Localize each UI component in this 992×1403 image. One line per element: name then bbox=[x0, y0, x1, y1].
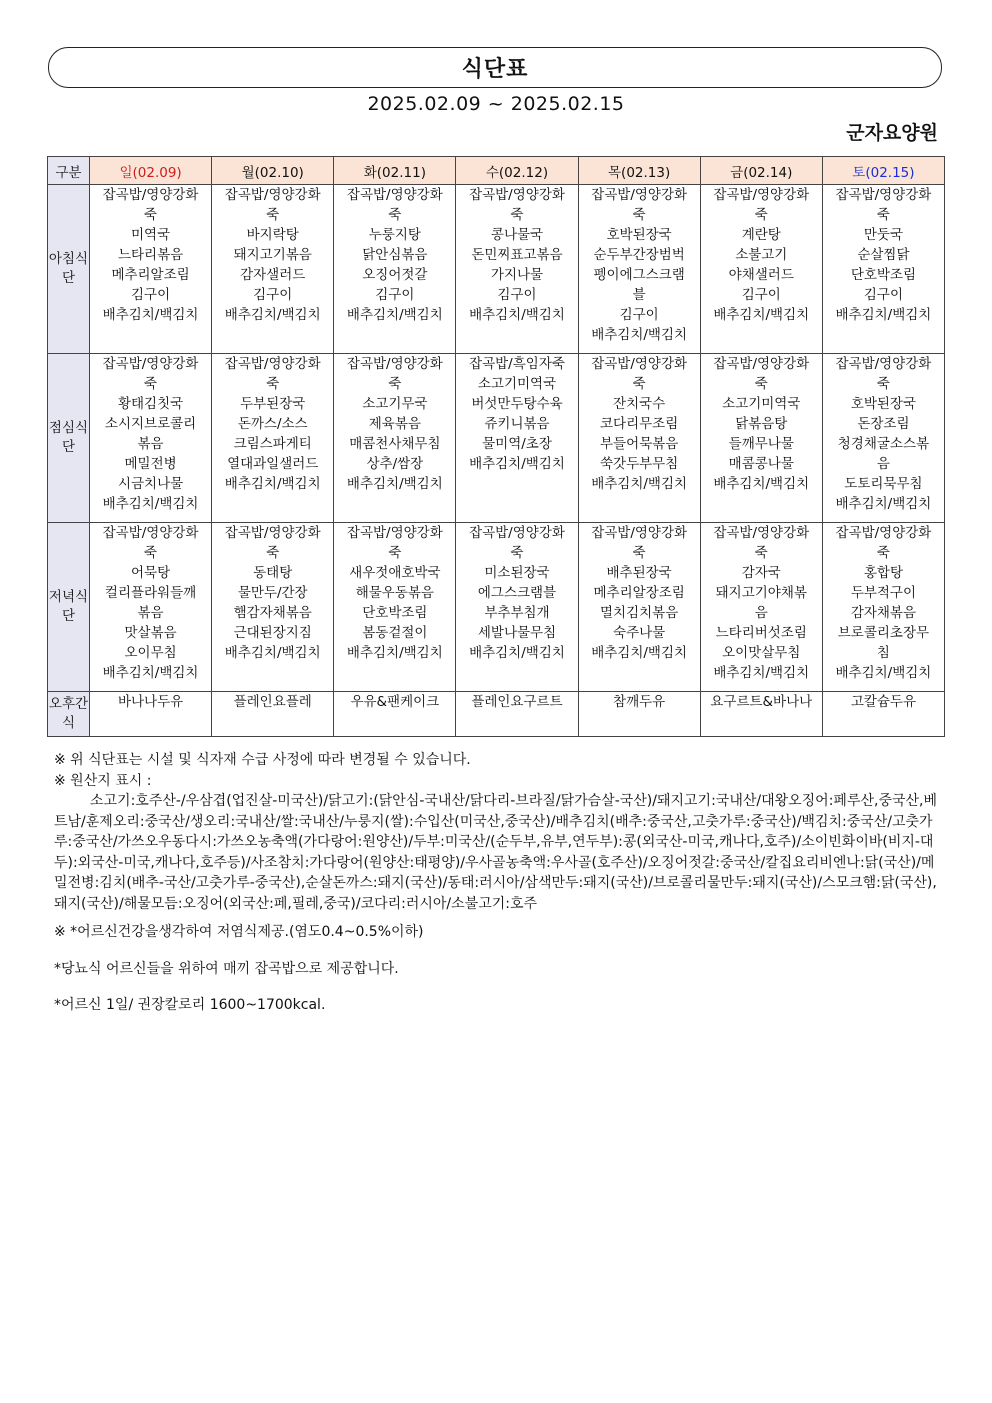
low-salt-note: ※ *어르신건강을생각하여 저염식제공.(염도0.4~0.5%이하) bbox=[54, 924, 424, 940]
menu-item: 동태탕 bbox=[253, 565, 293, 581]
menu-item: 죽 bbox=[876, 376, 890, 392]
menu-item: 블 bbox=[632, 287, 646, 303]
menu-item: 배추김치/백김치 bbox=[713, 476, 810, 492]
day-header-thu: 목(02.13) bbox=[578, 157, 700, 185]
menu-item: 누룽지탕 bbox=[368, 227, 421, 243]
menu-item: 소고기미역국 bbox=[722, 396, 801, 412]
menu-item: 배추김치/백김치 bbox=[102, 496, 199, 512]
menu-item: 코다리무조림 bbox=[600, 416, 679, 432]
menu-item: 잡곡밥/영양강화 bbox=[469, 187, 565, 203]
meal-row-dinner bbox=[48, 523, 945, 692]
menu-item: 호박된장국 bbox=[606, 227, 672, 243]
menu-cell-snack-sat bbox=[822, 692, 944, 737]
menu-item: 배추된장국 bbox=[606, 565, 672, 581]
menu-item: 돈장조림 bbox=[857, 416, 910, 432]
menu-item: 컬리플라워들깨 bbox=[104, 585, 197, 601]
menu-cell-dinner-fri bbox=[700, 523, 822, 692]
menu-item: 돼지고기야채볶 bbox=[715, 585, 807, 601]
menu-item: 야채샐러드 bbox=[728, 267, 794, 283]
menu-item: 제육볶음 bbox=[368, 416, 421, 432]
menu-item: 잡곡밥/영양강화 bbox=[713, 525, 810, 541]
menu-item: 돼지고기볶음 bbox=[233, 247, 312, 263]
menu-item: 홍합탕 bbox=[863, 565, 903, 581]
menu-item: 감자국 bbox=[741, 565, 781, 581]
menu-item: 물미역/초장 bbox=[482, 436, 552, 452]
menu-item: 메밀전병 bbox=[124, 456, 177, 472]
menu-cell-snack-tue bbox=[334, 692, 456, 737]
meal-label-snack bbox=[48, 692, 90, 737]
meal-label-lunch bbox=[48, 354, 90, 523]
menu-item: 죽 bbox=[388, 376, 402, 392]
menu-cell-lunch-wed bbox=[456, 354, 578, 523]
menu-item: 계란탕 bbox=[741, 227, 781, 243]
menu-item: 두부된장국 bbox=[240, 396, 306, 412]
menu-cell-breakfast-mon bbox=[212, 185, 334, 354]
menu-item: 느타리볶음 bbox=[117, 247, 184, 263]
meal-label-line: 식단 bbox=[61, 589, 89, 624]
menu-item: 잡곡밥/영양강화 bbox=[591, 187, 688, 203]
meal-label-line: 오후 bbox=[48, 696, 76, 712]
menu-cell-lunch-fri bbox=[700, 354, 822, 523]
menu-item: 우유&팬케이크 bbox=[350, 694, 440, 710]
menu-item: 브로콜리초장무 bbox=[837, 625, 930, 641]
menu-item: 잡곡밥/영양강화 bbox=[102, 187, 199, 203]
menu-item: 김구이 bbox=[497, 287, 537, 303]
menu-item: 김구이 bbox=[253, 287, 293, 303]
menu-cell-dinner-sat bbox=[822, 523, 944, 692]
menu-item: 호박된장국 bbox=[850, 396, 917, 412]
menu-item: 닭볶음탕 bbox=[735, 416, 788, 432]
menu-item: 잡곡밥/영양강화 bbox=[346, 356, 443, 372]
menu-cell-lunch-tue bbox=[334, 354, 456, 523]
menu-item: 부추부침개 bbox=[484, 605, 550, 621]
menu-item: 김구이 bbox=[375, 287, 415, 303]
menu-cell-snack-fri bbox=[700, 692, 822, 737]
menu-title: 식단표 bbox=[48, 47, 942, 88]
meal-label-dinner bbox=[48, 523, 90, 692]
meal-label-breakfast bbox=[48, 185, 90, 354]
menu-item: 배추김치/백김치 bbox=[346, 307, 443, 323]
menu-item: 상추/쌈장 bbox=[366, 456, 424, 472]
menu-item: 메추리알장조림 bbox=[593, 585, 685, 601]
menu-item: 잡곡밥/흑임자죽 bbox=[469, 356, 565, 372]
menu-item: 황태김칫국 bbox=[117, 396, 184, 412]
menu-cell-dinner-sun bbox=[90, 523, 212, 692]
menu-item: 잡곡밥/영양강화 bbox=[591, 356, 688, 372]
menu-item: 볶음 bbox=[137, 605, 164, 621]
day-header-wed: 수(02.12) bbox=[456, 157, 578, 185]
meal-label-line: 식단 bbox=[61, 251, 89, 286]
menu-item: 해물우동볶음 bbox=[355, 585, 434, 601]
menu-item: 돈민찌표고볶음 bbox=[471, 247, 563, 263]
menu-item: 소불고기 bbox=[735, 247, 788, 263]
menu-item: 펭이에그스크램 bbox=[593, 267, 685, 283]
menu-item: 죽 bbox=[388, 207, 402, 223]
meal-row-lunch bbox=[48, 354, 945, 523]
menu-item: 음 bbox=[876, 456, 890, 472]
menu-item: 오이무침 bbox=[124, 645, 177, 661]
menu-cell-breakfast-sat bbox=[822, 185, 944, 354]
menu-item: 새우젓애호박국 bbox=[349, 565, 441, 581]
menu-item: 배추김치/백김치 bbox=[591, 476, 688, 492]
menu-item: 멸치김치볶음 bbox=[600, 605, 679, 621]
day-header-sat: 토(02.15) bbox=[822, 157, 944, 185]
menu-cell-dinner-thu bbox=[578, 523, 700, 692]
menu-item: 죽 bbox=[266, 207, 280, 223]
menu-item: 소고기미역국 bbox=[477, 376, 557, 392]
menu-item: 미소된장국 bbox=[484, 565, 550, 581]
menu-item: 시금치나물 bbox=[117, 476, 184, 492]
menu-item: 죽 bbox=[388, 545, 402, 561]
menu-item: 침 bbox=[876, 645, 890, 661]
change-notice: ※ 위 식단표는 시설 및 식자재 수급 사정에 따라 변경될 수 있습니다. bbox=[54, 752, 471, 768]
menu-item: 죽 bbox=[876, 207, 890, 223]
menu-item: 김구이 bbox=[619, 307, 659, 323]
menu-item: 잡곡밥/영양강화 bbox=[591, 525, 688, 541]
menu-item: 볶음 bbox=[137, 436, 164, 452]
menu-cell-dinner-tue bbox=[334, 523, 456, 692]
menu-item: 잡곡밥/영양강화 bbox=[224, 356, 321, 372]
menu-item: 잡곡밥/영양강화 bbox=[346, 525, 443, 541]
menu-item: 죽 bbox=[632, 207, 646, 223]
menu-cell-breakfast-fri bbox=[700, 185, 822, 354]
menu-item: 미역국 bbox=[131, 227, 171, 243]
menu-item: 매콤콩나물 bbox=[728, 456, 794, 472]
menu-item: 느타리버섯조림 bbox=[715, 625, 807, 641]
meal-label-line: 점심 bbox=[48, 420, 76, 436]
menu-item: 죽 bbox=[632, 376, 646, 392]
menu-item: 세발나물무침 bbox=[477, 625, 557, 641]
menu-item: 죽 bbox=[754, 545, 768, 561]
menu-item: 소시지브로콜리 bbox=[104, 416, 197, 432]
calorie-note: *어르신 1일/ 권장칼로리 1600~1700kcal. bbox=[54, 997, 326, 1013]
menu-item: 버섯만두탕수육 bbox=[471, 396, 563, 412]
day-header-tue: 화(02.11) bbox=[334, 157, 456, 185]
menu-cell-snack-wed bbox=[456, 692, 578, 737]
diabetic-note: *당뇨식 어르신들을 위하여 매끼 잡곡밥으로 제공합니다. bbox=[54, 960, 399, 977]
menu-cell-snack-mon bbox=[212, 692, 334, 737]
organization-name: 군자요양원 bbox=[846, 122, 938, 144]
menu-item: 죽 bbox=[632, 545, 646, 561]
menu-item: 잔치국수 bbox=[613, 396, 666, 412]
menu-item: 햄감자채볶음 bbox=[233, 605, 312, 621]
menu-item: 배추김치/백김치 bbox=[591, 645, 688, 661]
menu-item: 부들어묵볶음 bbox=[600, 436, 679, 452]
meal-label-line: 저녁 bbox=[48, 589, 76, 605]
meal-label-line: 식단 bbox=[61, 420, 89, 455]
menu-item: 죽 bbox=[876, 545, 890, 561]
menu-item: 요구르트&바나나 bbox=[710, 694, 813, 710]
menu-cell-snack-thu bbox=[578, 692, 700, 737]
menu-item: 잡곡밥/영양강화 bbox=[835, 356, 932, 372]
menu-item: 에그스크램블 bbox=[477, 585, 557, 601]
menu-item: 오이맛살무침 bbox=[722, 645, 801, 661]
menu-item: 죽 bbox=[144, 545, 158, 561]
menu-cell-breakfast-thu bbox=[578, 185, 700, 354]
menu-cell-breakfast-sun bbox=[90, 185, 212, 354]
menu-item: 잡곡밥/영양강화 bbox=[469, 525, 565, 541]
menu-item: 닭안심볶음 bbox=[362, 247, 428, 263]
menu-item: 배추김치/백김치 bbox=[469, 456, 565, 472]
menu-item: 배추김치/백김치 bbox=[835, 307, 932, 323]
menu-item: 잡곡밥/영양강화 bbox=[102, 356, 199, 372]
meal-row-breakfast bbox=[48, 185, 945, 354]
menu-cell-breakfast-wed bbox=[456, 185, 578, 354]
menu-item: 고칼슘두유 bbox=[850, 694, 917, 710]
menu-cell-dinner-wed bbox=[456, 523, 578, 692]
menu-item: 김구이 bbox=[863, 287, 903, 303]
menu-item: 맛살볶음 bbox=[124, 625, 177, 641]
day-header-row bbox=[48, 157, 945, 185]
menu-item: 잡곡밥/영양강화 bbox=[835, 525, 932, 541]
menu-item: 감자채볶음 bbox=[850, 605, 917, 621]
menu-item: 배추김치/백김치 bbox=[469, 307, 565, 323]
menu-item: 크림스파게티 bbox=[233, 436, 312, 452]
menu-cell-breakfast-tue bbox=[334, 185, 456, 354]
meal-label-line: 간식 bbox=[61, 696, 89, 731]
weekly-menu-table bbox=[47, 156, 945, 737]
menu-item: 잡곡밥/영양강화 bbox=[224, 525, 321, 541]
menu-cell-lunch-thu bbox=[578, 354, 700, 523]
menu-item: 잡곡밥/영양강화 bbox=[224, 187, 321, 203]
menu-item: 죽 bbox=[754, 207, 768, 223]
menu-item: 쥬키니볶음 bbox=[484, 416, 550, 432]
menu-item: 배추김치/백김치 bbox=[713, 307, 810, 323]
menu-item: 물만두/간장 bbox=[237, 585, 308, 601]
menu-item: 잡곡밥/영양강화 bbox=[102, 525, 199, 541]
menu-period: 2025.02.09 ~ 2025.02.15 bbox=[367, 93, 625, 115]
menu-item: 배추김치/백김치 bbox=[102, 665, 199, 681]
menu-item: 죽 bbox=[144, 376, 158, 392]
menu-cell-lunch-sun bbox=[90, 354, 212, 523]
menu-item: 잡곡밥/영양강화 bbox=[346, 187, 443, 203]
menu-item: 배추김치/백김치 bbox=[835, 496, 932, 512]
menu-item: 돈까스/소스 bbox=[237, 416, 308, 432]
menu-item: 배추김치/백김치 bbox=[346, 476, 443, 492]
menu-item: 배추김치/백김치 bbox=[224, 645, 321, 661]
menu-item: 숙주나물 bbox=[613, 625, 666, 641]
menu-item: 두부적구이 bbox=[850, 585, 917, 601]
menu-item: 배추김치/백김치 bbox=[224, 476, 321, 492]
day-header-fri: 금(02.14) bbox=[700, 157, 822, 185]
menu-item: 플레인요구르트 bbox=[471, 694, 563, 710]
menu-item: 참깨두유 bbox=[613, 694, 666, 710]
menu-item: 도토리묵무침 bbox=[844, 476, 923, 492]
origin-body: 소고기:호주산-/우삼겹(업진살-미국산)/닭고기:(닭안심-국내산/닭다리-브라질/닭가슴살-국산)/돼지고기:국내산/대왕오징어:페루산,중국산,베트남/훈제오리:중국산/생오리:국내산/쌀:국내산/누룽지(쌀):수입산(미국산,중국산)/배추김치(배추:중국산,고춧가루:중국산)/백김치:중국산/고춧가루:중국산/가쓰오우동다시:가쓰오농축액(가다랑어:원양산)/두부:미국산/(순두부,유부,연두부):콩(외국산-미국,캐나다,호주)/소이빈화이바(비지-대두):외국산-미국,캐나다,호주등)/사조참치:가다랑어(원양산:태평양)/우사골농축액:우사골(호주산)/오징어젓갈:중국산/칼집요리비엔나:닭(국산)/메밀전병:김치(배추-국산/고춧가루-중국산),순살돈까스:돼지(국산)/동태:러시아/삼색만두:돼지(국산)/브로콜리물만두:돼지(국산)/스모크햄:닭(국산),돼지(국산)/해물모듬:오징어(외국산:페,필레,중국)/코다리:러시아/소불고기:호주 bbox=[54, 793, 937, 912]
menu-item: 김구이 bbox=[741, 287, 781, 303]
menu-item: 음 bbox=[754, 605, 768, 621]
menu-item: 메추리알조림 bbox=[111, 267, 190, 283]
menu-cell-lunch-sat bbox=[822, 354, 944, 523]
menu-item: 잡곡밥/영양강화 bbox=[713, 187, 810, 203]
menu-cell-snack-sun bbox=[90, 692, 212, 737]
meal-row-snack bbox=[48, 692, 945, 737]
menu-item: 가지나물 bbox=[490, 267, 544, 283]
notes-section bbox=[54, 750, 944, 1016]
menu-cell-dinner-mon bbox=[212, 523, 334, 692]
menu-item: 죽 bbox=[266, 376, 280, 392]
menu-item: 배추김치/백김치 bbox=[713, 665, 810, 681]
menu-item: 쑥갓두부무침 bbox=[600, 456, 679, 472]
menu-item: 플레인요플레 bbox=[233, 694, 312, 710]
menu-item: 바지락탕 bbox=[246, 227, 299, 243]
menu-item: 김구이 bbox=[131, 287, 171, 303]
menu-item: 죽 bbox=[266, 545, 280, 561]
menu-item: 청경채굴소스볶 bbox=[837, 436, 930, 452]
menu-item: 순두부간장범벅 bbox=[593, 247, 685, 263]
menu-item: 죽 bbox=[510, 207, 524, 223]
day-header-sun: 일(02.09) bbox=[90, 157, 212, 185]
menu-item: 소고기무국 bbox=[362, 396, 428, 412]
menu-item: 열대과일샐러드 bbox=[227, 456, 319, 472]
menu-item: 만둣국 bbox=[863, 227, 903, 243]
day-header-mon: 월(02.10) bbox=[212, 157, 334, 185]
menu-item: 순살찜닭 bbox=[857, 247, 910, 263]
menu-item: 배추김치/백김치 bbox=[835, 665, 932, 681]
menu-item: 죽 bbox=[144, 207, 158, 223]
meal-label-line: 아침 bbox=[48, 251, 76, 267]
menu-item: 배추김치/백김치 bbox=[591, 327, 688, 343]
menu-item: 잡곡밥/영양강화 bbox=[835, 187, 932, 203]
menu-item: 매콤천사채무침 bbox=[349, 436, 441, 452]
menu-item: 감자샐러드 bbox=[240, 267, 306, 283]
menu-cell-lunch-mon bbox=[212, 354, 334, 523]
menu-item: 배추김치/백김치 bbox=[346, 645, 443, 661]
menu-item: 어묵탕 bbox=[131, 565, 171, 581]
menu-item: 오징어젓갈 bbox=[362, 267, 428, 283]
menu-item: 근대된장지짐 bbox=[233, 625, 312, 641]
menu-item: 배추김치/백김치 bbox=[102, 307, 199, 323]
origin-heading: ※ 원산지 표시 : bbox=[54, 772, 152, 789]
corner-header: 구분 bbox=[48, 157, 90, 185]
menu-item: 죽 bbox=[754, 376, 768, 392]
menu-item: 배추김치/백김치 bbox=[469, 645, 565, 661]
menu-item: 죽 bbox=[510, 545, 524, 561]
menu-item: 단호박조림 bbox=[850, 267, 917, 283]
menu-item: 봄동겉절이 bbox=[362, 625, 428, 641]
menu-item: 바나나두유 bbox=[117, 694, 184, 710]
menu-item: 배추김치/백김치 bbox=[224, 307, 321, 323]
menu-item: 단호박조림 bbox=[362, 605, 428, 621]
menu-item: 콩나물국 bbox=[490, 227, 544, 243]
menu-item: 들깨무나물 bbox=[728, 436, 794, 452]
menu-item: 잡곡밥/영양강화 bbox=[713, 356, 810, 372]
